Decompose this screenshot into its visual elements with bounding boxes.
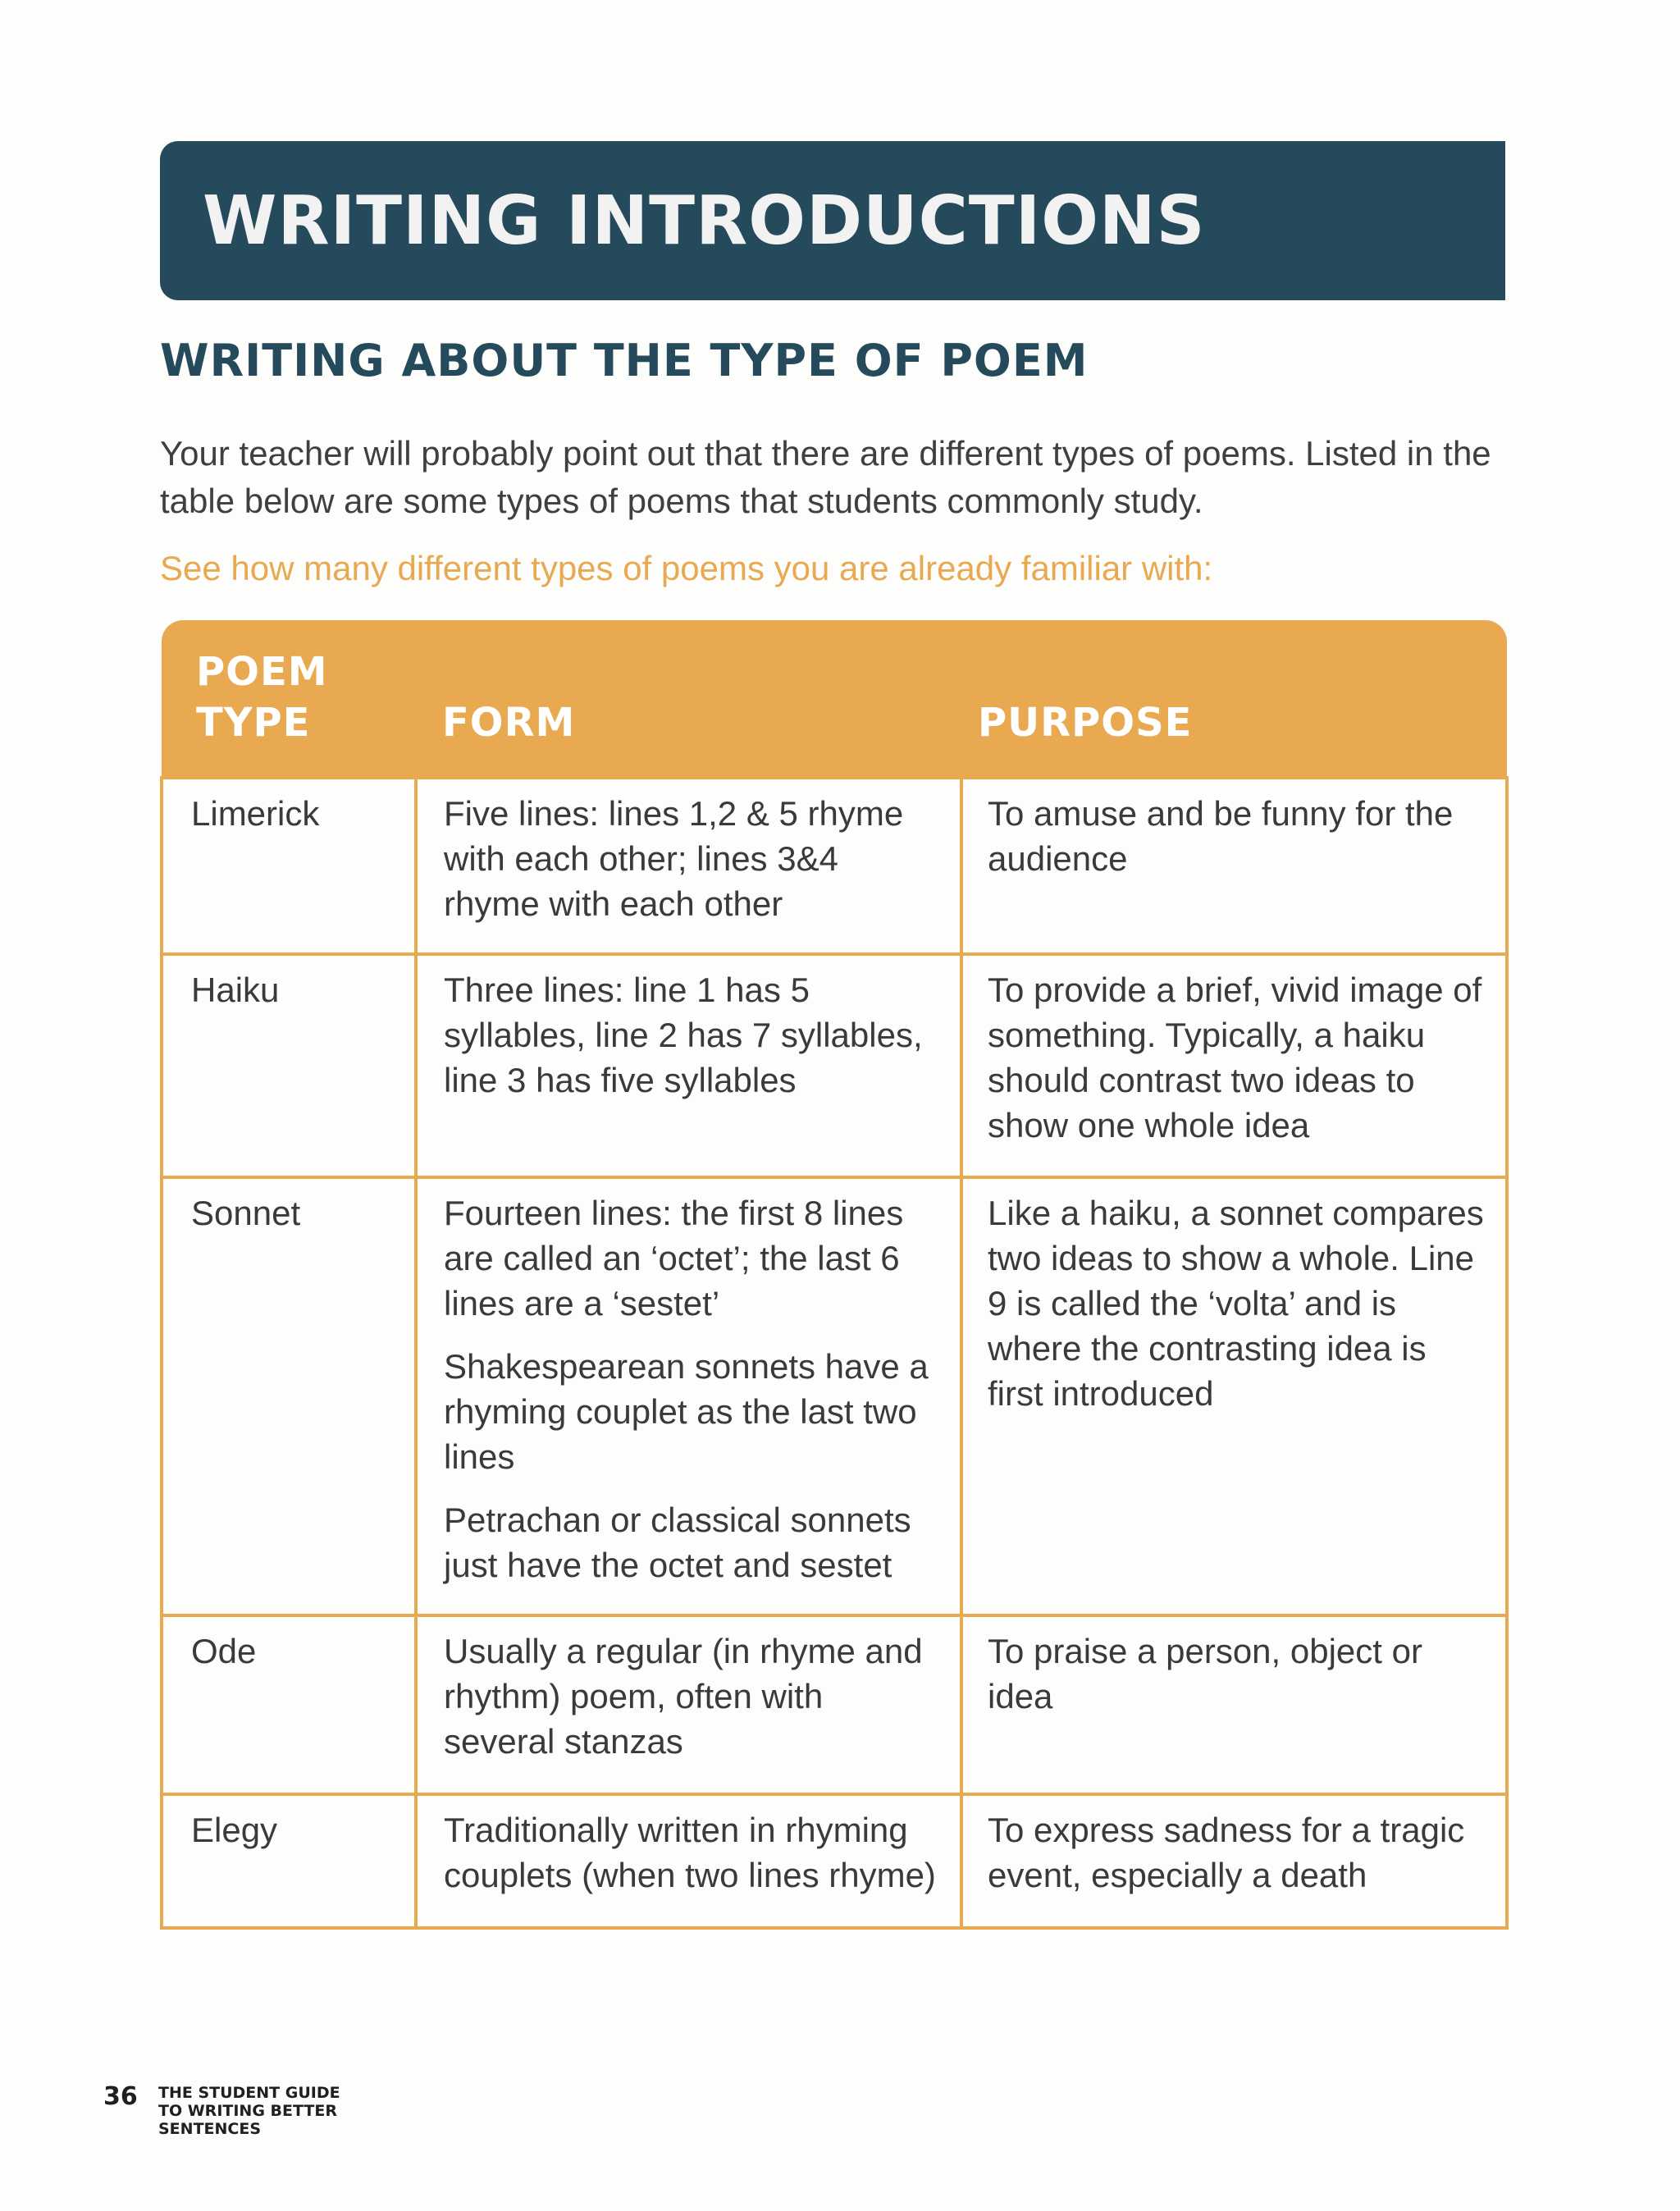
cell-purpose: To amuse and be funny for the audience: [961, 778, 1507, 954]
cell-poem-type: Ode: [162, 1615, 416, 1794]
table-row: [162, 778, 1507, 954]
poem-types-table: [160, 620, 1509, 1930]
table-header: [162, 620, 1507, 778]
table-row: [162, 1177, 1507, 1615]
book-title-line: THE STUDENT GUIDE: [158, 2084, 340, 2102]
cell-poem-type: Elegy: [162, 1794, 416, 1928]
page-number: 36: [103, 2082, 138, 2111]
prompt-text: See how many different types of poems you are already familiar with:: [160, 549, 1213, 587]
form-text: Shakespearean sonnets have a rhyming couplet as the last two lines: [444, 1347, 929, 1476]
form-text: Three lines: line 1 has 5 syllables, line 2 has 7 syllables, line 3 has five syllables: [444, 971, 923, 1099]
cell-purpose: Like a haiku, a sonnet compares two ideas to show a whole. Line 9 is called the ‘volta’ and is where the contrasting idea is first introduced: [961, 1177, 1507, 1615]
cell-form: [416, 1794, 961, 1928]
table-row: [162, 954, 1507, 1177]
form-text: Fourteen lines: the first 8 lines are called an ‘octet’; the last 6 lines are a ‘sestet’: [444, 1194, 904, 1322]
header-poem-type-line2: TYPE: [196, 700, 311, 746]
table-body: [162, 778, 1507, 1928]
cell-form: [416, 778, 961, 954]
section-heading: WRITING ABOUT THE TYPE OF POEM: [160, 335, 1089, 386]
cell-purpose: To praise a person, object or idea: [961, 1615, 1507, 1794]
header-purpose: PURPOSE: [961, 620, 1507, 778]
cell-form: [416, 954, 961, 1177]
table-row: [162, 1794, 1507, 1928]
cell-purpose: To express sadness for a tragic event, especially a death: [961, 1794, 1507, 1928]
cell-purpose: To provide a brief, vivid image of something. Typically, a haiku should contrast two ideas to show one whole idea: [961, 954, 1507, 1177]
form-text: Petrachan or classical sonnets just have the octet and sestet: [444, 1501, 911, 1584]
cell-form: [416, 1615, 961, 1794]
title-banner: [160, 141, 1505, 300]
book-title-footer: [158, 2084, 372, 2138]
intro-paragraph: Your teacher will probably point out that there are different types of poems. Listed in the table below are some types of poems that students commonly study.: [160, 434, 1491, 520]
table-row: [162, 1615, 1507, 1794]
header-poem-type: [162, 620, 416, 778]
book-title-line: TO WRITING BETTER: [158, 2102, 337, 2120]
form-text: Usually a regular (in rhyme and rhythm) poem, often with several stanzas: [444, 1632, 923, 1761]
cell-poem-type: Sonnet: [162, 1177, 416, 1615]
header-poem-type-line1: POEM: [196, 649, 328, 695]
form-text: Traditionally written in rhyming couplets (when two lines rhyme): [444, 1811, 936, 1894]
cell-poem-type: Limerick: [162, 778, 416, 954]
cell-poem-type: Haiku: [162, 954, 416, 1177]
header-form: FORM: [416, 620, 961, 778]
cell-form: [416, 1177, 961, 1615]
form-text: Five lines: lines 1,2 & 5 rhyme with each other; lines 3&4 rhyme with each other: [444, 794, 904, 923]
book-title-line: SENTENCES: [158, 2120, 262, 2138]
page-title: WRITING INTRODUCTIONS: [203, 181, 1206, 260]
